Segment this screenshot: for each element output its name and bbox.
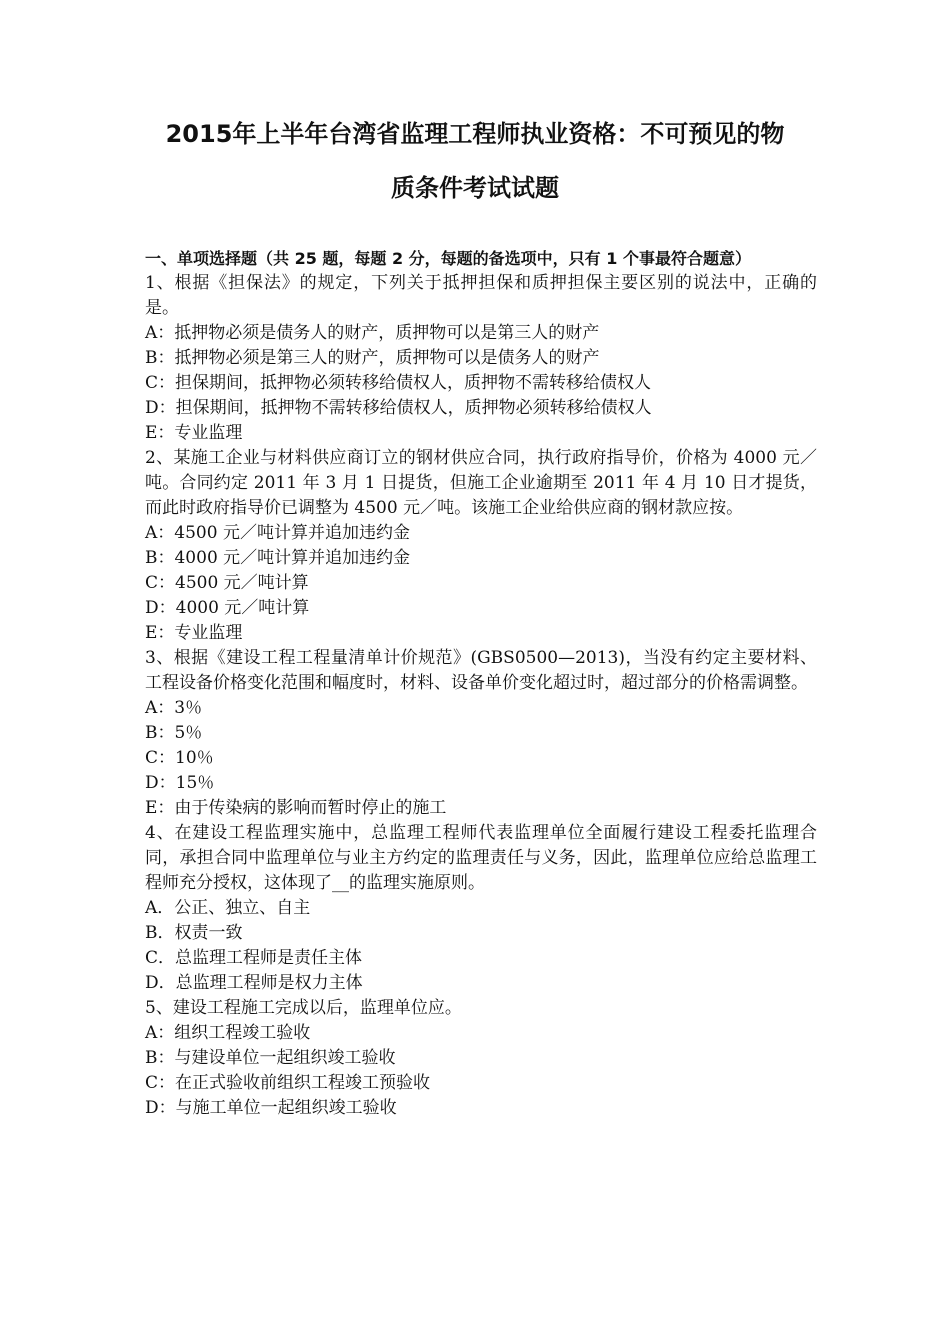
document-title-line-1: 2015年上半年台湾省监理工程师执业资格：不可预见的物	[165, 120, 785, 148]
option-d: D：4000 元／吨计算	[145, 598, 310, 618]
question-5	[145, 996, 817, 1121]
option-d: D：与施工单位一起组织竣工验收	[145, 1098, 397, 1118]
question-2	[145, 446, 817, 646]
option-c: C．总监理工程师是责任主体	[145, 948, 363, 968]
option-e: E：由于传染病的影响而暂时停止的施工	[145, 798, 447, 818]
option-b: B：5％	[145, 723, 203, 743]
option-e: E：专业监理	[145, 423, 243, 443]
option-e: E：专业监理	[145, 623, 243, 643]
option-c: C：4500 元／吨计算	[145, 573, 309, 593]
question-3	[145, 646, 817, 821]
option-d: D．总监理工程师是权力主体	[145, 973, 363, 993]
option-a: A：4500 元／吨计算并追加违约金	[145, 523, 410, 543]
option-b: B．权责一致	[145, 923, 243, 943]
document-title-line-2: 质条件考试试题	[391, 174, 559, 202]
question-4	[145, 821, 817, 996]
question-stem: 1、根据《担保法》的规定，下列关于抵押担保和质押担保主要区别的说法中，正确的是。	[145, 273, 817, 318]
option-b: B：抵押物必须是第三人的财产，质押物可以是债务人的财产	[145, 348, 600, 368]
question-stem: 5、建设工程施工完成以后，监理单位应。	[145, 998, 462, 1018]
option-a: A．公正、独立、自主	[145, 898, 311, 918]
question-stem: 4、在建设工程监理实施中，总监理工程师代表监理单位全面履行建设工程委托监理合同，承担合同中监理单位与业主方约定的监理责任与义务，因此，监理单位应给总监理工程师充分授权，这体现了__的监理实施原则。	[145, 823, 817, 893]
option-b: B：与建设单位一起组织竣工验收	[145, 1048, 396, 1068]
option-c: C：担保期间，抵押物必须转移给债权人，质押物不需转移给债权人	[145, 373, 652, 393]
question-1	[145, 271, 817, 446]
option-d: D：15％	[145, 773, 215, 793]
document-body	[145, 246, 817, 1121]
question-stem: 2、某施工企业与材料供应商订立的钢材供应合同，执行政府指导价，价格为 4000 元／吨。合同约定 2011 年 3 月 1 日提货，但施工企业逾期至 2011 年 4 月 10 日才提货，而此时政府指导价已调整为 4500 元／吨。该施工企业给供应商的钢材款应按。	[145, 448, 817, 518]
option-a: A：组织工程竣工验收	[145, 1023, 311, 1043]
option-a: A：抵押物必须是债务人的财产，质押物可以是第三人的财产	[145, 323, 600, 343]
section-heading: 一、单项选择题（共 25 题，每题 2 分，每题的备选项中，只有 1 个事最符合题意）	[145, 249, 751, 268]
option-b: B：4000 元／吨计算并追加违约金	[145, 548, 411, 568]
option-c: C：10％	[145, 748, 214, 768]
option-d: D：担保期间，抵押物不需转移给债权人，质押物必须转移给债权人	[145, 398, 652, 418]
option-a: A：3％	[145, 698, 203, 718]
question-stem: 3、根据《建设工程工程量清单计价规范》(GBS0500—2013)，当没有约定主要材料、工程设备价格变化范围和幅度时，材料、设备单价变化超过时，超过部分的价格需调整。	[145, 648, 817, 693]
option-c: C：在正式验收前组织工程竣工预验收	[145, 1073, 431, 1093]
